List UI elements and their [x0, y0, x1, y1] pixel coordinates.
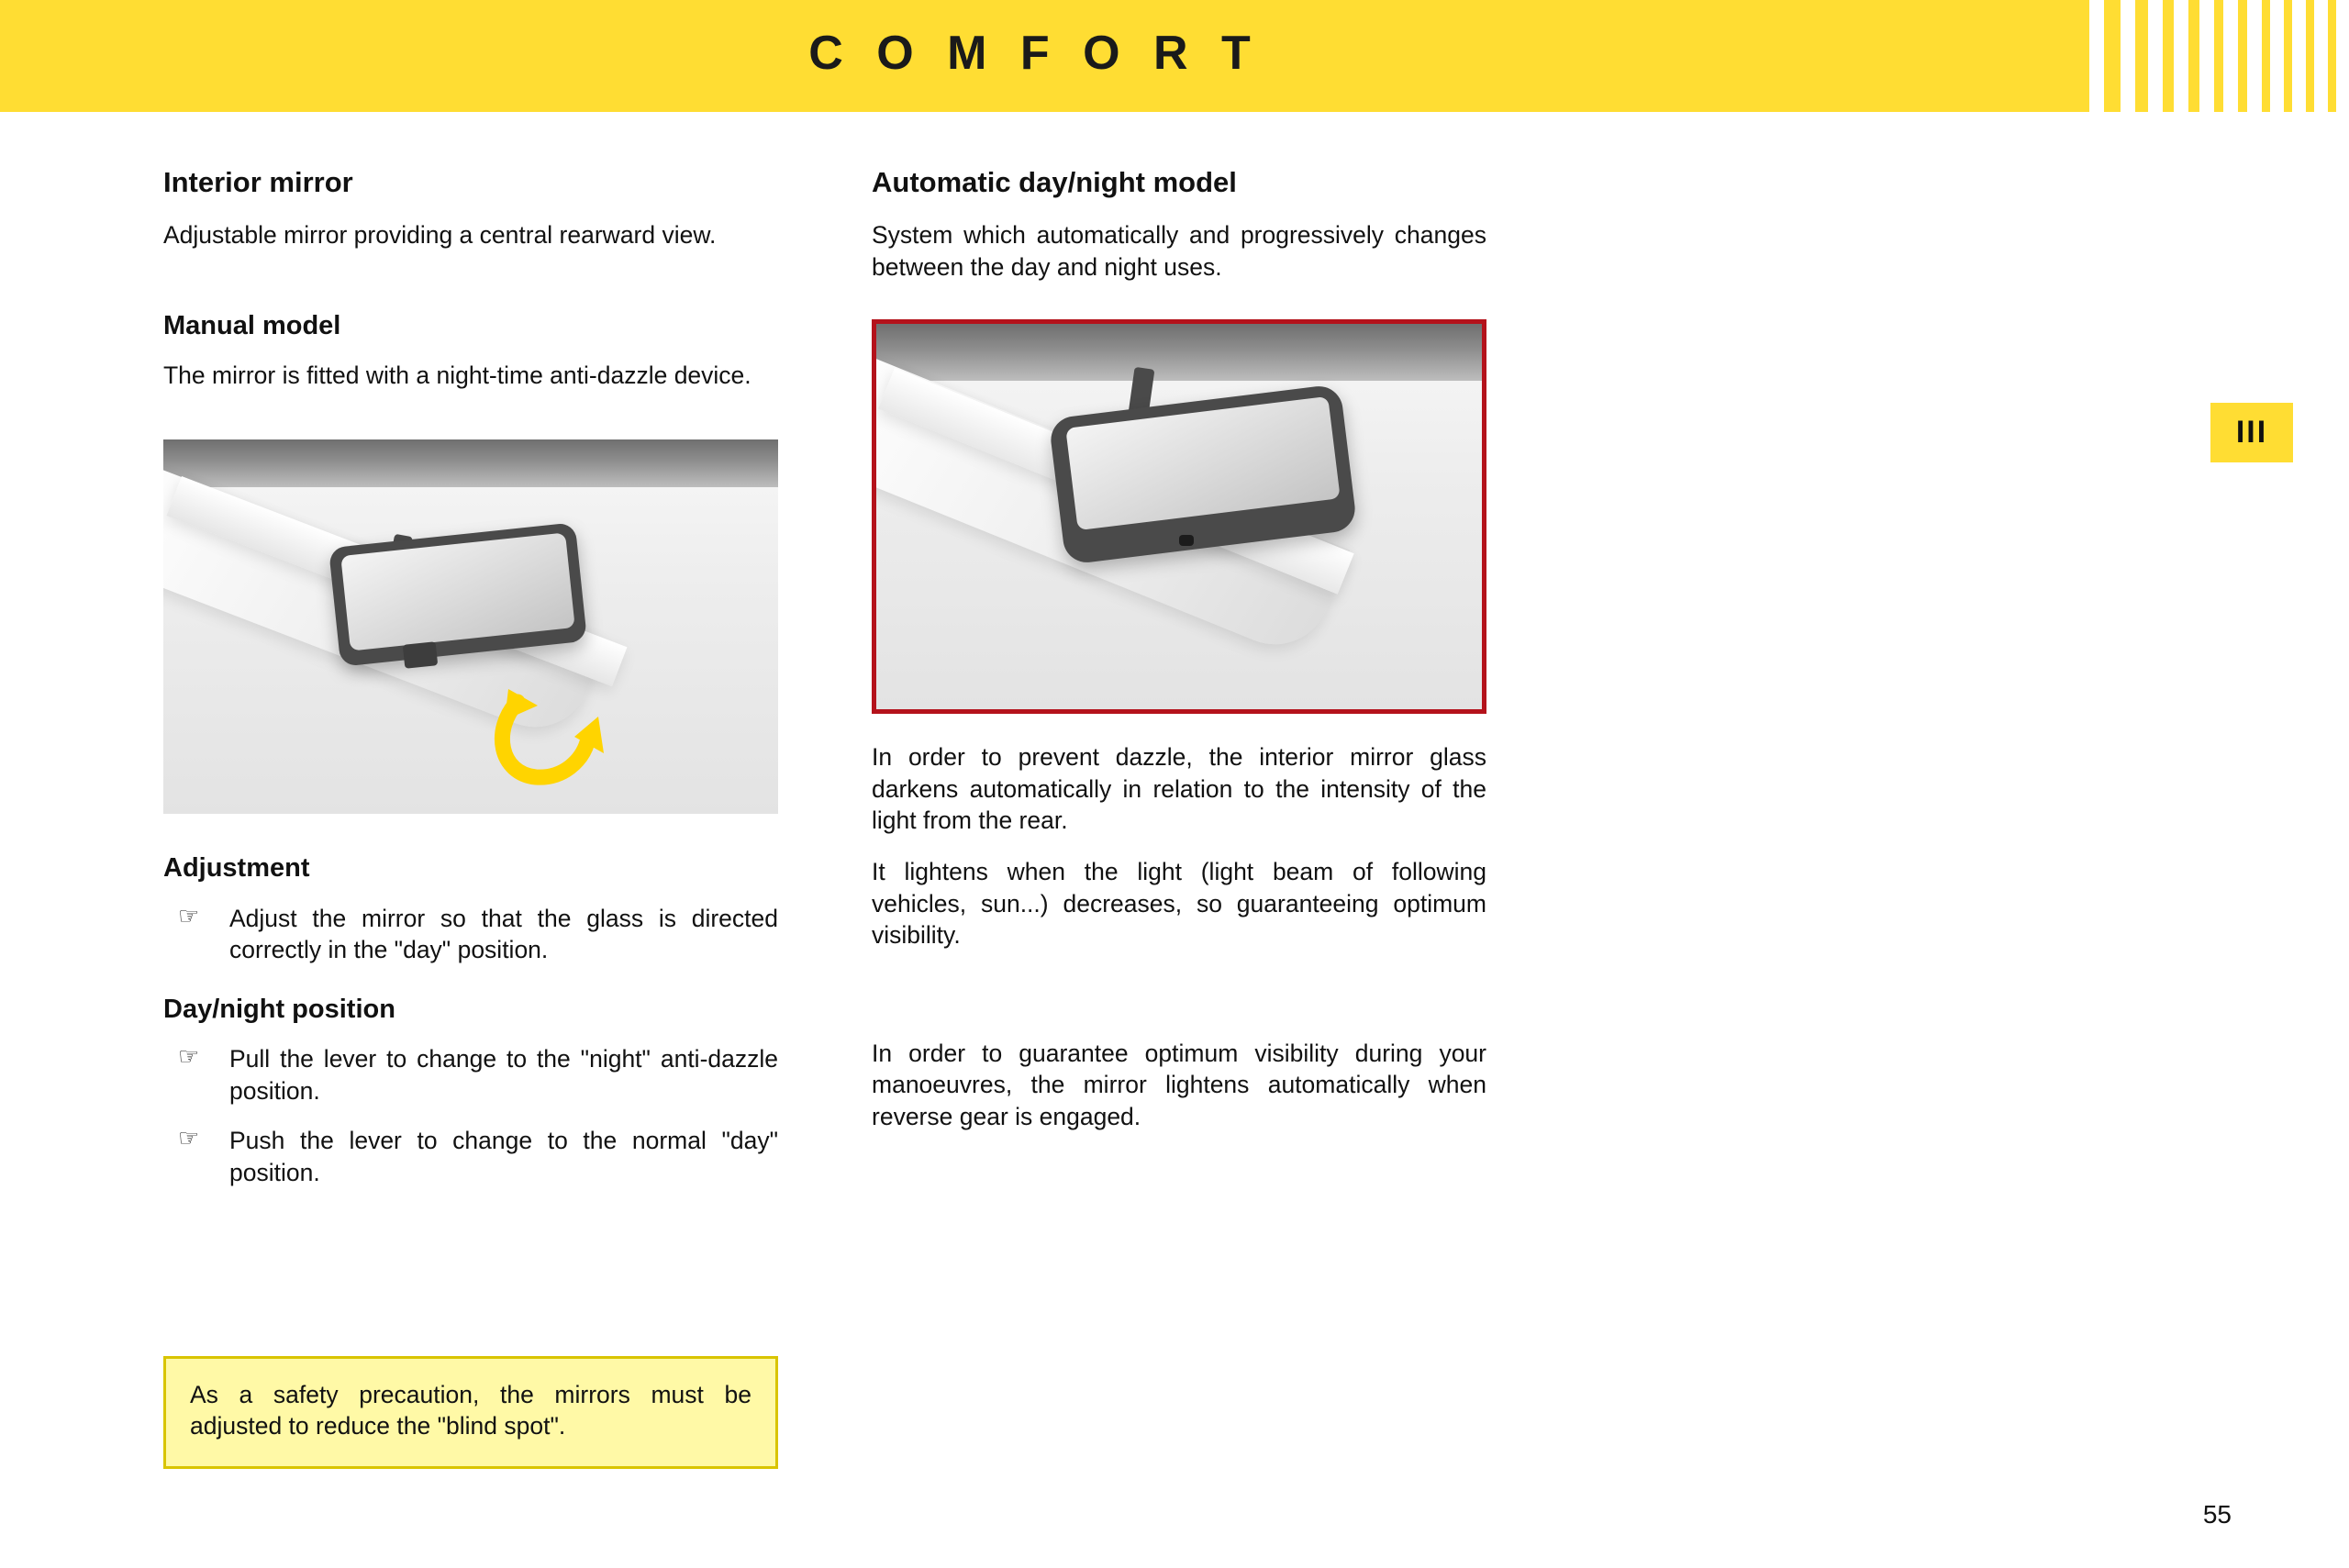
safety-caution-box — [163, 1356, 778, 1469]
lever-movement-arrow — [486, 689, 615, 799]
list-item-text: Push the lever to change to the normal "day" position. — [229, 1127, 778, 1186]
right-column — [872, 165, 1486, 1132]
adjustment-list — [163, 903, 778, 966]
daynight-position-list — [163, 1043, 778, 1188]
light-sensor-icon — [1179, 535, 1194, 546]
automatic-model-heading: Automatic day/night model — [872, 166, 1237, 198]
list-item — [163, 1043, 778, 1106]
section-tab — [2210, 403, 2293, 462]
page-number: 55 — [2202, 1500, 2232, 1529]
page-title: C O M F O R T — [808, 27, 1261, 80]
manual-model-heading: Manual model — [163, 310, 341, 340]
page-header — [0, 0, 2349, 112]
interior-mirror-heading: Interior mirror — [163, 166, 353, 198]
pointing-hand-icon: ☞ — [178, 901, 200, 929]
automatic-mirror-figure — [872, 319, 1486, 714]
automatic-paragraph-3: In order to guarantee optimum visibility during your manoeuvres, the mirror lightens automatically when reverse gear is engaged. — [872, 1039, 1486, 1130]
left-column — [163, 165, 778, 1188]
anti-dazzle-lever — [403, 641, 439, 669]
list-item-text: Adjust the mirror so that the glass is directed correctly in the "day" position. — [229, 904, 778, 964]
pointing-hand-icon: ☞ — [178, 1124, 200, 1152]
headliner-band — [163, 439, 778, 487]
automatic-paragraph-1: In order to prevent dazzle, the interior mirror glass darkens automatically in relation to the intensity of the light from the rear. — [872, 743, 1486, 834]
list-item-text: Pull the lever to change to the "night" anti-dazzle position. — [229, 1045, 778, 1105]
manual-mirror-figure — [163, 439, 778, 814]
automatic-paragraph-2: It lightens when the light (light beam of following vehicles, sun...) decreases, so guaranteeing optimum visibility. — [872, 858, 1486, 950]
list-item — [163, 1125, 778, 1188]
manual-model-text: The mirror is fitted with a night-time anti-dazzle device. — [163, 361, 751, 390]
header-stripes — [2069, 0, 2349, 112]
section-tab-label: III — [2235, 415, 2268, 450]
safety-caution-text: As a safety precaution, the mirrors must be adjusted to reduce the "blind spot". — [190, 1381, 751, 1440]
automatic-model-intro: System which automatically and progressively changes between the day and night uses. — [872, 221, 1486, 281]
daynight-position-heading: Day/night position — [163, 994, 395, 1024]
headliner-band — [872, 324, 1486, 381]
adjustment-heading: Adjustment — [163, 852, 310, 883]
pointing-hand-icon: ☞ — [178, 1042, 200, 1071]
list-item — [163, 903, 778, 966]
interior-mirror-intro: Adjustable mirror providing a central rearward view. — [163, 221, 717, 250]
